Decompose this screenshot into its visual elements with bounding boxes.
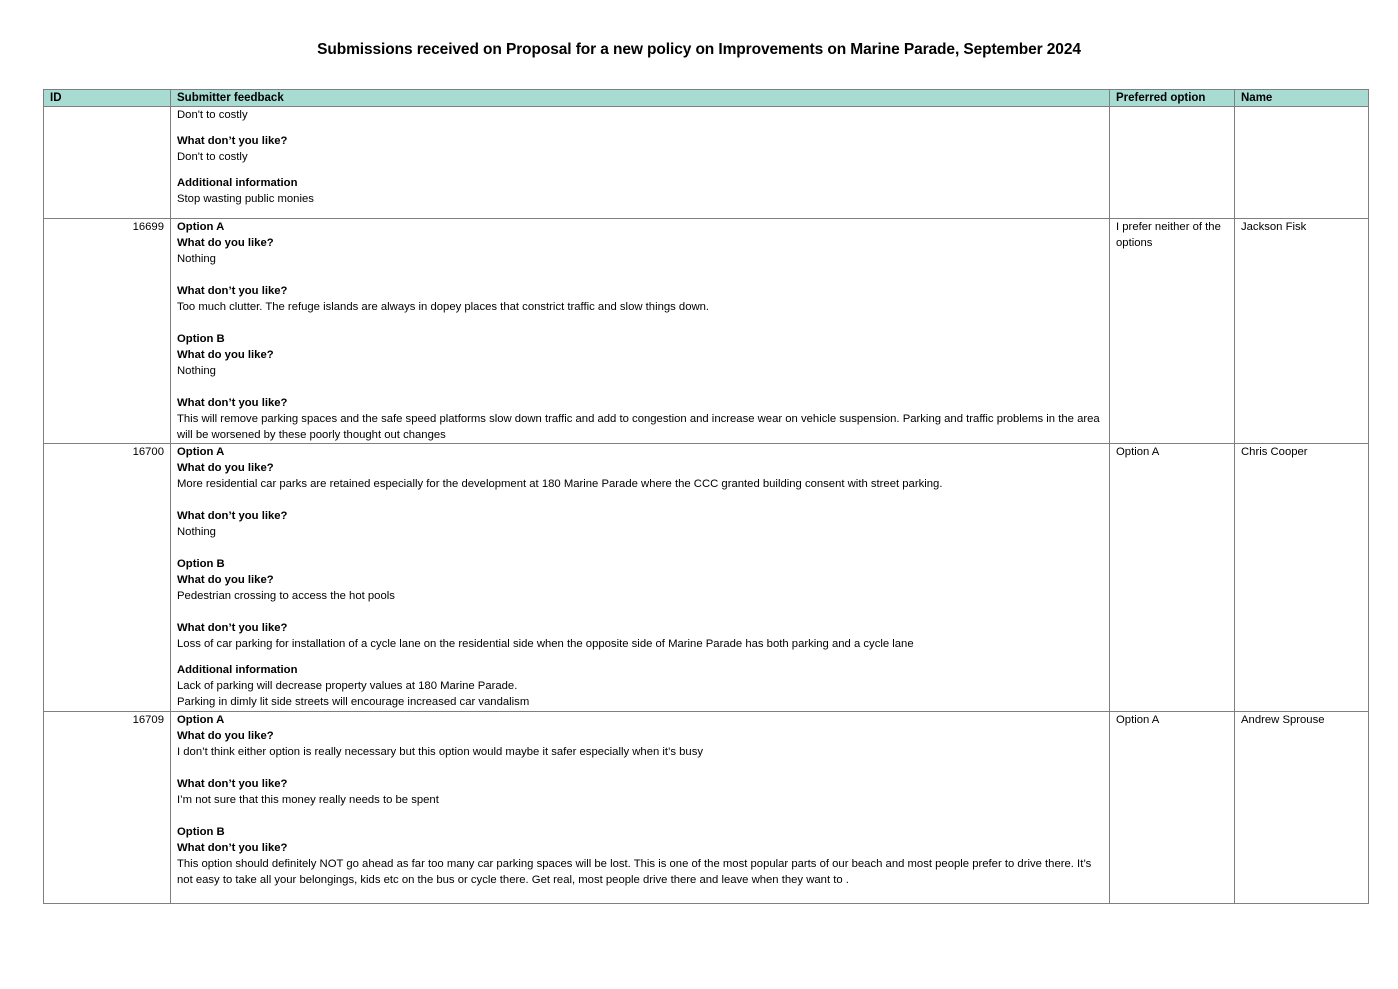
page-title: Submissions received on Proposal for a new policy on Improvements on Marine Parade, September 2024 bbox=[317, 41, 1081, 58]
column-header-feedback: Submitter feedback bbox=[171, 90, 1110, 107]
answer-text: This option should definitely NOT go ahead as far too many car parking spaces will be lost. This is one of the most popular parts of our beach and most people prefer to drive there. It’s not easy to take all your belongings, kids etc on the bus or cycle there. Get real, most people drive there and leave when they want to . bbox=[177, 858, 1092, 886]
question-label: What don’t you like? bbox=[177, 842, 288, 854]
submitter-name bbox=[1235, 107, 1369, 219]
table-row bbox=[44, 444, 1369, 712]
answer-text: Nothing bbox=[177, 365, 216, 377]
question-label: What do you like? bbox=[177, 349, 274, 361]
submission-id bbox=[44, 107, 171, 219]
answer-text: More residential car parks are retained especially for the development at 180 Marine Parade where the CCC granted building consent with street parking. bbox=[177, 478, 943, 490]
column-header-preferred-option: Preferred option bbox=[1110, 90, 1235, 107]
question-label: What don’t you like? bbox=[177, 622, 288, 634]
submissions-table bbox=[43, 89, 1369, 904]
submitter-name: Andrew Sprouse bbox=[1235, 712, 1369, 904]
option-label: Option B bbox=[177, 826, 225, 838]
option-label: Option B bbox=[177, 558, 225, 570]
question-label: What do you like? bbox=[177, 730, 274, 742]
question-label: Additional information bbox=[177, 664, 298, 676]
answer-text: Too much clutter. The refuge islands are always in dopey places that constrict traffic and slow things down. bbox=[177, 301, 710, 313]
submission-id: 16700 bbox=[44, 444, 171, 712]
column-header-name: Name bbox=[1235, 90, 1369, 107]
table-header-row bbox=[44, 90, 1369, 107]
submitter-feedback bbox=[171, 712, 1110, 904]
answer-text: Don't to costly bbox=[177, 109, 248, 121]
answer-text: Pedestrian crossing to access the hot pools bbox=[177, 590, 395, 602]
question-label: What don’t you like? bbox=[177, 135, 288, 147]
column-header-id: ID bbox=[44, 90, 171, 107]
answer-text: This will remove parking spaces and the safe speed platforms slow down traffic and add to congestion and increase wear on vehicle suspension. Parking and traffic problems in the area will be worsened by these poorly thought out changes bbox=[177, 413, 1100, 441]
option-label: Option A bbox=[177, 714, 225, 726]
answer-text: I don’t think either option is really necessary but this option would maybe it safer especially when it’s busy bbox=[177, 746, 704, 758]
preferred-option: I prefer neither of the options bbox=[1110, 219, 1235, 444]
question-label: What don’t you like? bbox=[177, 397, 288, 409]
answer-text: Stop wasting public monies bbox=[177, 193, 314, 205]
submitter-feedback bbox=[171, 219, 1110, 444]
question-label: What do you like? bbox=[177, 574, 274, 586]
answer-text: Nothing bbox=[177, 253, 216, 265]
table-row bbox=[44, 712, 1369, 904]
submitter-name: Jackson Fisk bbox=[1235, 219, 1369, 444]
question-label: What don’t you like? bbox=[177, 778, 288, 790]
option-label: Option A bbox=[177, 221, 225, 233]
answer-text: Nothing bbox=[177, 526, 216, 538]
question-label: What do you like? bbox=[177, 462, 274, 474]
preferred-option: Option A bbox=[1110, 712, 1235, 904]
question-label: Additional information bbox=[177, 177, 298, 189]
question-label: What don’t you like? bbox=[177, 285, 288, 297]
table-row bbox=[44, 107, 1369, 219]
preferred-option bbox=[1110, 107, 1235, 219]
question-label: What don’t you like? bbox=[177, 510, 288, 522]
question-label: What do you like? bbox=[177, 237, 274, 249]
submission-id: 16699 bbox=[44, 219, 171, 444]
submitter-feedback bbox=[171, 107, 1110, 219]
table-row bbox=[44, 219, 1369, 444]
option-label: Option B bbox=[177, 333, 225, 345]
answer-text: Parking in dimly lit side streets will encourage increased car vandalism bbox=[177, 696, 530, 708]
answer-text: Lack of parking will decrease property values at 180 Marine Parade. bbox=[177, 680, 518, 692]
submitter-name: Chris Cooper bbox=[1235, 444, 1369, 712]
option-label: Option A bbox=[177, 446, 225, 458]
submission-id: 16709 bbox=[44, 712, 171, 904]
preferred-option: Option A bbox=[1110, 444, 1235, 712]
answer-text: Loss of car parking for installation of a cycle lane on the residential side when the opposite side of Marine Parade has both parking and a cycle lane bbox=[177, 638, 914, 650]
submitter-feedback bbox=[171, 444, 1110, 712]
answer-text: Don't to costly bbox=[177, 151, 248, 163]
answer-text: I’m not sure that this money really needs to be spent bbox=[177, 794, 439, 806]
